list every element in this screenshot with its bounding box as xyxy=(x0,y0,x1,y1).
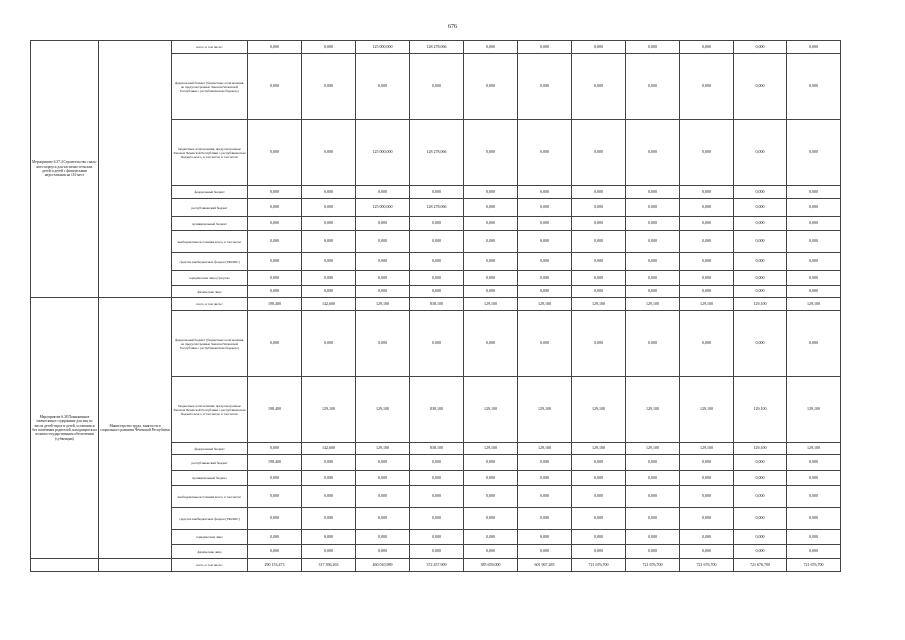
value-cell: 0,000 xyxy=(734,199,787,217)
value-cell: 0,000 xyxy=(787,41,841,54)
table-row xyxy=(31,559,841,572)
value-cell: 0,000 xyxy=(518,530,572,545)
value-cell: 721 676,700 xyxy=(787,559,841,572)
value-cell: 0,000 xyxy=(302,286,356,298)
value-cell: 0,000 xyxy=(626,545,680,559)
value-cell: 0,000 xyxy=(518,311,572,377)
value-cell: 0,000 xyxy=(680,253,734,271)
value-cell: 0,000 xyxy=(356,530,410,545)
value-cell: 0,000 xyxy=(572,311,626,377)
value-cell: 0,000 xyxy=(734,486,787,508)
value-cell: 0,000 xyxy=(572,545,626,559)
value-cell: 0,000 xyxy=(464,455,518,471)
value-cell: 0,000 xyxy=(302,545,356,559)
value-cell: 0,000 xyxy=(302,253,356,271)
value-cell: 0,000 xyxy=(787,271,841,286)
value-cell: 0,000 xyxy=(302,486,356,508)
value-cell: 0,000 xyxy=(410,54,464,120)
value-cell: 0,000 xyxy=(734,54,787,120)
value-cell: 0,000 xyxy=(410,231,464,253)
value-cell: 0,000 xyxy=(464,120,518,186)
value-cell: 0,000 xyxy=(787,217,841,231)
value-cell: 0,000 xyxy=(356,186,410,199)
value-cell: 0,000 xyxy=(518,253,572,271)
value-cell: 0,000 xyxy=(787,253,841,271)
value-cell: 0,000 xyxy=(302,41,356,54)
value-cell: 129,100 xyxy=(464,298,518,311)
value-cell: 0,000 xyxy=(410,545,464,559)
event-name-cell xyxy=(31,559,99,572)
value-cell: 0,000 xyxy=(464,486,518,508)
value-cell: 0,000 xyxy=(734,231,787,253)
value-cell: 0,000 xyxy=(734,217,787,231)
value-cell: 0,000 xyxy=(356,508,410,530)
value-cell: 0,000 xyxy=(680,508,734,530)
executor-cell: Министерство труда, занятости и социального развития Чеченской Республики xyxy=(99,298,172,559)
value-cell: 125 000,000 xyxy=(356,120,410,186)
value-cell: 0,000 xyxy=(626,311,680,377)
value-cell: 0,000 xyxy=(680,471,734,486)
value-cell: 0,000 xyxy=(356,486,410,508)
executor-cell xyxy=(99,559,172,572)
value-cell: 0,000 xyxy=(787,120,841,186)
value-cell: 0,000 xyxy=(356,231,410,253)
page-number: 676 xyxy=(448,24,457,30)
value-cell: 0,000 xyxy=(464,186,518,199)
value-cell: 0,000 xyxy=(248,486,302,508)
funding-source-cell: федеральный бюджет xyxy=(172,443,248,455)
value-cell: 0,000 xyxy=(680,486,734,508)
value-cell: 385 659,000 xyxy=(464,559,518,572)
value-cell: 0,000 xyxy=(680,199,734,217)
value-cell: 0,000 xyxy=(410,311,464,377)
value-cell: 0,000 xyxy=(410,253,464,271)
value-cell: 0,000 xyxy=(626,253,680,271)
value-cell: 0,000 xyxy=(356,217,410,231)
value-cell: 125 000,000 xyxy=(356,41,410,54)
value-cell: 0,000 xyxy=(626,486,680,508)
value-cell: 0,000 xyxy=(518,508,572,530)
value-cell: 0,000 xyxy=(572,54,626,120)
value-cell: 0,000 xyxy=(410,508,464,530)
funding-source-cell: муниципальный бюджет xyxy=(172,471,248,486)
value-cell: 460 010,989 xyxy=(356,559,410,572)
value-cell: 721 676,700 xyxy=(626,559,680,572)
value-cell: 0,000 xyxy=(518,271,572,286)
value-cell: 0,000 xyxy=(302,120,356,186)
value-cell: 129,100 xyxy=(464,443,518,455)
value-cell: 0,000 xyxy=(734,186,787,199)
value-cell: 0,000 xyxy=(626,455,680,471)
value-cell: 0,000 xyxy=(410,471,464,486)
value-cell: 0,000 xyxy=(356,455,410,471)
value-cell: 0,000 xyxy=(572,271,626,286)
value-cell: 0,000 xyxy=(787,186,841,199)
value-cell: 0,000 xyxy=(302,199,356,217)
value-cell: 129,100 xyxy=(572,377,626,443)
value-cell: 129,100 xyxy=(518,443,572,455)
value-cell: 0,000 xyxy=(626,231,680,253)
value-cell: 721 676,700 xyxy=(572,559,626,572)
value-cell: 0,000 xyxy=(248,54,302,120)
value-cell: 0,000 xyxy=(734,455,787,471)
value-cell: 0,000 xyxy=(734,253,787,271)
funding-source-cell: физические лица xyxy=(172,545,248,559)
value-cell: 0,000 xyxy=(464,253,518,271)
value-cell: 0,000 xyxy=(356,545,410,559)
funding-source-cell: всего, в том числе: xyxy=(172,41,248,54)
value-cell: 129,100 xyxy=(734,377,787,443)
value-cell: 0,000 xyxy=(518,41,572,54)
value-cell: 0,000 xyxy=(734,508,787,530)
value-cell: 0,000 xyxy=(734,530,787,545)
budget-table xyxy=(30,40,841,572)
funding-source-cell: юридические лица (средства xyxy=(172,271,248,286)
value-cell: 0,000 xyxy=(248,271,302,286)
value-cell: 0,000 xyxy=(626,271,680,286)
value-cell: 0,000 xyxy=(356,311,410,377)
value-cell: 0,000 xyxy=(518,120,572,186)
funding-source-cell: всего, в том числе: xyxy=(172,559,248,572)
value-cell: 0,000 xyxy=(356,54,410,120)
value-cell: 0,000 xyxy=(302,311,356,377)
value-cell: 0,000 xyxy=(356,286,410,298)
value-cell: 0,000 xyxy=(680,455,734,471)
value-cell: 838,100 xyxy=(410,443,464,455)
value-cell: 129,100 xyxy=(626,377,680,443)
value-cell: 142,600 xyxy=(302,298,356,311)
value-cell: 129,100 xyxy=(626,443,680,455)
value-cell: 129,100 xyxy=(787,377,841,443)
value-cell: 0,000 xyxy=(464,545,518,559)
value-cell: 0,000 xyxy=(787,199,841,217)
value-cell: 601 967,283 xyxy=(518,559,572,572)
value-cell: 0,000 xyxy=(787,545,841,559)
value-cell: 0,000 xyxy=(787,231,841,253)
value-cell: 0,000 xyxy=(518,471,572,486)
value-cell: 129,100 xyxy=(626,298,680,311)
value-cell: 0,000 xyxy=(302,217,356,231)
value-cell: 0,000 xyxy=(302,455,356,471)
value-cell: 0,000 xyxy=(680,41,734,54)
value-cell: 0,000 xyxy=(356,253,410,271)
value-cell: 0,000 xyxy=(248,186,302,199)
value-cell: 0,000 xyxy=(626,508,680,530)
value-cell: 0,000 xyxy=(572,471,626,486)
value-cell: 0,000 xyxy=(572,253,626,271)
value-cell: 0,000 xyxy=(680,186,734,199)
value-cell: 0,000 xyxy=(787,508,841,530)
value-cell: 0,000 xyxy=(518,217,572,231)
value-cell: 0,000 xyxy=(518,486,572,508)
value-cell: 721 676,700 xyxy=(734,559,787,572)
value-cell: 129,100 xyxy=(518,377,572,443)
value-cell: 0,000 xyxy=(248,311,302,377)
value-cell: 0,000 xyxy=(302,231,356,253)
value-cell: 129,100 xyxy=(356,443,410,455)
value-cell: 0,000 xyxy=(680,54,734,120)
value-cell: 128 278,066 xyxy=(410,120,464,186)
value-cell: 128 278,066 xyxy=(410,41,464,54)
value-cell: 0,000 xyxy=(680,286,734,298)
value-cell: 0,000 xyxy=(410,186,464,199)
value-cell: 125 000,000 xyxy=(356,199,410,217)
value-cell: 0,000 xyxy=(410,217,464,231)
value-cell: 0,000 xyxy=(302,530,356,545)
value-cell: 0,000 xyxy=(248,545,302,559)
funding-source-cell: физические лица xyxy=(172,286,248,298)
value-cell: 0,000 xyxy=(680,530,734,545)
value-cell: 0,000 xyxy=(626,186,680,199)
value-cell: 129,100 xyxy=(356,377,410,443)
value-cell: 0,000 xyxy=(572,186,626,199)
value-cell: 0,000 xyxy=(518,545,572,559)
funding-source-cell: средства внебюджетных фондов (ТФОМС) xyxy=(172,253,248,271)
value-cell: 0,000 xyxy=(248,120,302,186)
value-cell: 0,000 xyxy=(626,41,680,54)
value-cell: 0,000 xyxy=(464,471,518,486)
value-cell: 0,000 xyxy=(464,199,518,217)
value-cell: 129,100 xyxy=(518,298,572,311)
value-cell: 129,100 xyxy=(734,443,787,455)
value-cell: 0,000 xyxy=(248,530,302,545)
value-cell: 0,000 xyxy=(734,271,787,286)
value-cell: 142,600 xyxy=(302,443,356,455)
value-cell: 129,100 xyxy=(572,443,626,455)
value-cell: 0,000 xyxy=(734,286,787,298)
value-cell: 0,000 xyxy=(787,455,841,471)
funding-source-cell: внебюджетные источники всего, в том числе: xyxy=(172,486,248,508)
value-cell: 0,000 xyxy=(572,455,626,471)
value-cell: 0,000 xyxy=(464,54,518,120)
funding-source-cell: муниципальный бюджет xyxy=(172,217,248,231)
event-name-cell: Мероприятие 6.38 Пожизненное ежемесячное содержание для лиц из числа детей-сирот и детей, оставшихся без попечения родителей, находящихся на полном государственном обеспечении (субвенции) xyxy=(31,298,99,559)
funding-source-cell: бюджетные ассигнования, предусмотренные Законом Чеченской Республики о республиканском бюджете-всего, в том числе: в том числе: xyxy=(172,377,248,443)
table-row xyxy=(31,298,841,311)
value-cell: 0,000 xyxy=(680,231,734,253)
value-cell: 129,100 xyxy=(464,377,518,443)
executor-cell xyxy=(99,41,172,298)
value-cell: 0,000 xyxy=(626,199,680,217)
value-cell: 0,000 xyxy=(302,271,356,286)
value-cell: 0,000 xyxy=(518,286,572,298)
value-cell: 0,000 xyxy=(680,545,734,559)
value-cell: 0,000 xyxy=(626,217,680,231)
value-cell: 0,000 xyxy=(626,286,680,298)
value-cell: 0,000 xyxy=(302,471,356,486)
value-cell: 0,000 xyxy=(572,231,626,253)
value-cell: 0,000 xyxy=(626,530,680,545)
value-cell: 0,000 xyxy=(464,286,518,298)
funding-source-cell: федеральный бюджет (бюджетные ассигнования, не предусмотренные Законом Чеченской Республики о республиканском бюджете) xyxy=(172,54,248,120)
value-cell: 0,000 xyxy=(248,508,302,530)
value-cell: 0,000 xyxy=(464,271,518,286)
value-cell: 0,000 xyxy=(410,286,464,298)
value-cell: 0,000 xyxy=(518,54,572,120)
funding-source-cell: юридические лица xyxy=(172,530,248,545)
value-cell: 0,000 xyxy=(518,186,572,199)
value-cell: 0,000 xyxy=(410,271,464,286)
value-cell: 0,000 xyxy=(410,486,464,508)
value-cell: 838,100 xyxy=(410,377,464,443)
value-cell: 0,000 xyxy=(410,530,464,545)
value-cell: 721 676,700 xyxy=(680,559,734,572)
value-cell: 0,000 xyxy=(680,120,734,186)
value-cell: 0,000 xyxy=(572,41,626,54)
value-cell: 198,400 xyxy=(248,298,302,311)
value-cell: 0,000 xyxy=(518,455,572,471)
value-cell: 0,000 xyxy=(248,471,302,486)
value-cell: 0,000 xyxy=(787,471,841,486)
value-cell: 0,000 xyxy=(572,530,626,545)
value-cell: 0,000 xyxy=(302,54,356,120)
value-cell: 0,000 xyxy=(787,286,841,298)
value-cell: 0,000 xyxy=(626,120,680,186)
funding-source-cell: республиканский бюджет xyxy=(172,455,248,471)
value-cell: 0,000 xyxy=(302,508,356,530)
value-cell: 0,000 xyxy=(572,286,626,298)
value-cell: 0,000 xyxy=(356,471,410,486)
value-cell: 0,000 xyxy=(734,41,787,54)
value-cell: 0,000 xyxy=(248,41,302,54)
value-cell: 0,000 xyxy=(464,217,518,231)
value-cell: 0,000 xyxy=(518,231,572,253)
funding-source-cell: федеральный бюджет xyxy=(172,186,248,199)
value-cell: 0,000 xyxy=(302,186,356,199)
value-cell: 0,000 xyxy=(572,486,626,508)
value-cell: 838,100 xyxy=(410,298,464,311)
value-cell: 129,100 xyxy=(356,298,410,311)
value-cell: 0,000 xyxy=(248,443,302,455)
value-cell: 0,000 xyxy=(734,545,787,559)
value-cell: 129,100 xyxy=(680,298,734,311)
value-cell: 0,000 xyxy=(680,217,734,231)
value-cell: 0,000 xyxy=(572,217,626,231)
value-cell: 0,000 xyxy=(248,253,302,271)
value-cell: 0,000 xyxy=(464,311,518,377)
value-cell: 0,000 xyxy=(787,311,841,377)
value-cell: 0,000 xyxy=(248,199,302,217)
value-cell: 0,000 xyxy=(464,508,518,530)
value-cell: 0,000 xyxy=(680,311,734,377)
value-cell: 198,400 xyxy=(248,455,302,471)
value-cell: 0,000 xyxy=(572,508,626,530)
value-cell: 317 396,263 xyxy=(302,559,356,572)
value-cell: 0,000 xyxy=(356,271,410,286)
value-cell: 0,000 xyxy=(626,54,680,120)
funding-source-cell: всего, в том числе: xyxy=(172,298,248,311)
value-cell: 290 153,473 xyxy=(248,559,302,572)
value-cell: 0,000 xyxy=(787,54,841,120)
value-cell: 372 457,909 xyxy=(410,559,464,572)
value-cell: 198,400 xyxy=(248,377,302,443)
value-cell: 128 278,066 xyxy=(410,199,464,217)
value-cell: 0,000 xyxy=(248,286,302,298)
value-cell: 0,000 xyxy=(787,530,841,545)
value-cell: 0,000 xyxy=(464,530,518,545)
value-cell: 0,000 xyxy=(734,311,787,377)
table-row xyxy=(31,41,841,54)
value-cell: 0,000 xyxy=(248,217,302,231)
funding-source-cell: бюджетные ассигнования, предусмотренные Законом Чеченской Республики о республиканском бюджете-всего, в том числе: в том числе: xyxy=(172,120,248,186)
funding-source-cell: федеральный бюджет (бюджетные ассигнования, не предусмотренные Законом Чеченской Республики о республиканском бюджете) xyxy=(172,311,248,377)
value-cell: 0,000 xyxy=(734,120,787,186)
value-cell: 0,000 xyxy=(572,199,626,217)
value-cell: 129,100 xyxy=(734,298,787,311)
event-name-cell: Мероприятие 6.37.4 Строительство спаль-ного корпуса для частично-сельских детей и детей с физическими недостатками на 110 мест xyxy=(31,41,99,298)
value-cell: 0,000 xyxy=(518,199,572,217)
value-cell: 129,100 xyxy=(680,377,734,443)
value-cell: 0,000 xyxy=(787,486,841,508)
value-cell: 129,100 xyxy=(302,377,356,443)
value-cell: 0,000 xyxy=(464,231,518,253)
value-cell: 0,000 xyxy=(572,120,626,186)
value-cell: 0,000 xyxy=(734,471,787,486)
value-cell: 129,100 xyxy=(680,443,734,455)
value-cell: 0,000 xyxy=(626,471,680,486)
value-cell: 0,000 xyxy=(464,41,518,54)
value-cell: 129,100 xyxy=(787,298,841,311)
funding-source-cell: средства внебюджетных фондов (ТФОМС) xyxy=(172,508,248,530)
value-cell: 0,000 xyxy=(248,231,302,253)
value-cell: 129,100 xyxy=(572,298,626,311)
value-cell: 0,000 xyxy=(680,271,734,286)
value-cell: 129,100 xyxy=(787,443,841,455)
funding-source-cell: республиканский бюджет xyxy=(172,199,248,217)
funding-source-cell: внебюджетные источники всего, в том числе: xyxy=(172,231,248,253)
value-cell: 0,000 xyxy=(410,455,464,471)
